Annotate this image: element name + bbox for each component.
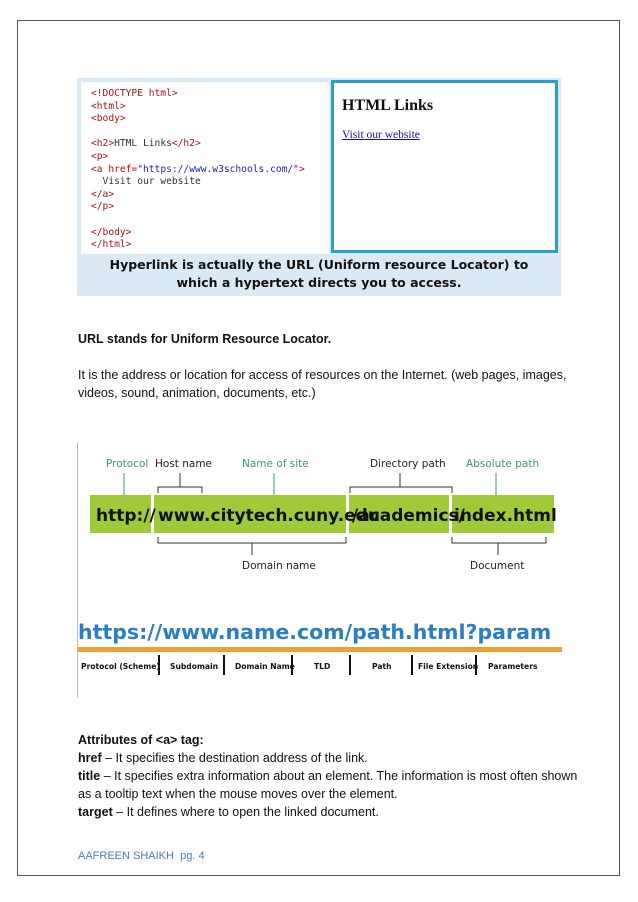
code-token: href= [108, 163, 138, 175]
part-subdomain: Subdomain [170, 662, 219, 671]
code-line [91, 164, 305, 175]
part-file-extension: File Extension [418, 662, 479, 671]
orange-bar [78, 647, 562, 652]
url-example-2: https://www.name.com/path.html?param [78, 620, 552, 644]
code-token: </h2> [171, 138, 201, 150]
code-token: </body> [91, 226, 132, 238]
code-line [91, 201, 114, 212]
code-token: <!DOCTYPE html> [91, 88, 178, 99]
attributes-heading: Attributes of <a> tag: [78, 733, 204, 747]
code-token: > [298, 163, 305, 175]
part-protocol: Protocol (Scheme) [81, 662, 160, 671]
attr-target [78, 803, 578, 821]
label-host-name: Host name [155, 458, 213, 470]
segment-directory: /academics/ [352, 506, 465, 526]
code-block [81, 82, 329, 252]
code-token: </p> [91, 201, 115, 213]
code-line [91, 151, 108, 162]
code-token: </html> [91, 239, 132, 251]
code-token: <p> [91, 150, 109, 162]
code-line [91, 176, 201, 187]
label-document: Document [470, 560, 525, 572]
part-path: Path [372, 662, 392, 671]
output-link[interactable]: Visit our website [342, 129, 420, 141]
attr-name: href [78, 751, 102, 765]
code-token: <body> [91, 113, 126, 125]
dark-brackets [158, 473, 452, 493]
html-link-example-figure [77, 78, 561, 296]
code-line [91, 101, 126, 112]
footer-page: pg. 4 [180, 850, 205, 862]
attr-desc: – It defines where to open the linked document. [112, 805, 379, 819]
code-token: HTML Links [114, 138, 172, 150]
segment-document: index.html [454, 506, 557, 526]
attr-desc: – It specifies extra information about an element. The information is most often shown as a tooltip text when the mouse moves over the element. [78, 769, 578, 801]
caption-line-2: which a hypertext directs you to access. [176, 275, 462, 290]
label-absolute-path: Absolute path [466, 458, 540, 470]
output-title: HTML Links [342, 97, 434, 114]
label-domain-name: Domain name [242, 560, 316, 572]
caption-line-1: Hyperlink is actually the URL (Uniform resource Locator) to [109, 257, 529, 272]
code-panel [81, 82, 329, 254]
part-domain-name: Domain Name [235, 662, 295, 671]
url-anatomy-svg [78, 443, 562, 698]
figure1-caption [77, 256, 561, 292]
code-token: </a> [91, 188, 115, 200]
page-footer [78, 850, 205, 862]
bottom-brackets [158, 537, 546, 555]
segment-host: www.citytech.cuny.edu [158, 506, 380, 526]
code-line [91, 189, 114, 200]
attributes-section [78, 731, 578, 821]
attr-href [78, 749, 578, 767]
url-anatomy-figure [77, 443, 562, 698]
code-token: <h2> [91, 138, 115, 150]
code-token: Visit our website [91, 176, 201, 188]
label-directory-path: Directory path [370, 458, 446, 470]
code-token: "https://www.w3schools.com/" [137, 163, 299, 175]
code-line [91, 227, 131, 238]
code-line [91, 239, 131, 250]
code-line [91, 138, 201, 149]
code-line [91, 88, 178, 99]
attr-title [78, 767, 578, 803]
segment-protocol: http:// [96, 506, 156, 526]
code-token: <html> [91, 100, 126, 112]
part-parameters: Parameters [488, 662, 538, 671]
code-line [91, 113, 126, 124]
attr-name: title [78, 769, 101, 783]
label-name-of-site: Name of site [242, 458, 309, 470]
output-panel [331, 80, 558, 253]
code-token: <a [91, 163, 109, 175]
label-protocol: Protocol [106, 458, 149, 470]
footer-author: AAFREEN SHAIKH [78, 850, 174, 862]
url-heading: URL stands for Uniform Resource Locator. [78, 332, 332, 346]
attr-desc: – It specifies the destination address of the link. [101, 751, 368, 765]
attr-name: target [78, 805, 113, 819]
url-description: It is the address or location for access of resources on the Internet. (web pages, images, videos, sound, animation, documents, etc.) [78, 368, 567, 400]
part-tld: TLD [314, 662, 331, 671]
